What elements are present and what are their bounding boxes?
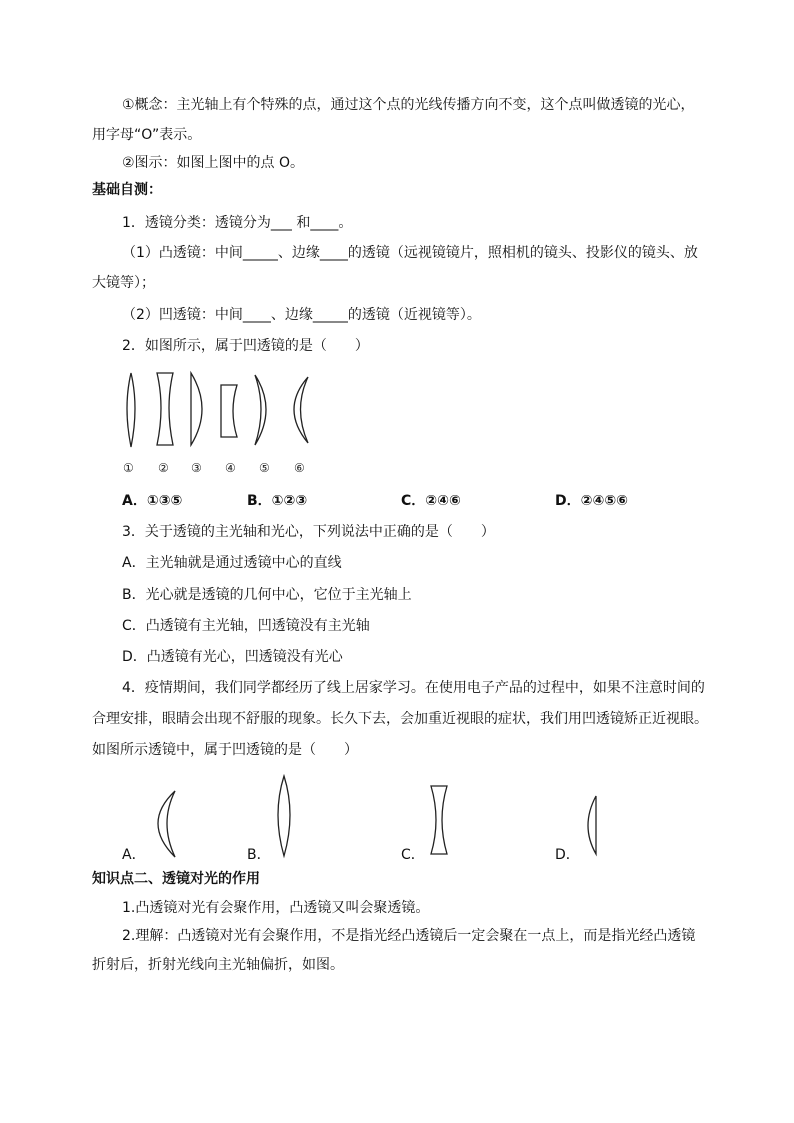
q4-lens-c bbox=[425, 782, 455, 862]
lens-label-6: ⑥ bbox=[294, 461, 305, 475]
lens-label-2: ② bbox=[158, 461, 169, 475]
q4-option-a[interactable]: A． bbox=[122, 847, 146, 863]
q1-line-2: （1）凸透镜：中间_____、边缘____的透镜（远视镜镜片，照相机的镜头、投影仪的镜头、放 bbox=[122, 245, 698, 261]
q4-lens-a bbox=[145, 785, 185, 865]
q2-stem: 2．如图所示，属于凹透镜的是（ ） bbox=[122, 338, 369, 354]
q2-option-a[interactable]: A．①③⑤ bbox=[122, 493, 183, 509]
q3-stem: 3．关于透镜的主光轴和光心，下列说法中正确的是（ ） bbox=[122, 524, 495, 540]
q3-option-d[interactable]: D．凸透镜有光心，凹透镜没有光心 bbox=[122, 649, 343, 665]
q4-option-c[interactable]: C． bbox=[401, 847, 425, 863]
q3-option-c[interactable]: C．凸透镜有主光轴，凹透镜没有主光轴 bbox=[122, 618, 370, 634]
q4-lens-b bbox=[270, 772, 300, 862]
concept-line-2: 用字母“O”表示。 bbox=[92, 127, 202, 143]
lens-4-planoconcave bbox=[221, 385, 237, 437]
lens-5-meniscus-convex bbox=[255, 375, 266, 445]
concept-line-1: ①概念：主光轴上有个特殊的点，通过这个点的光线传播方向不变，这个点叫做透镜的光心， bbox=[122, 97, 695, 113]
section2-line-2: 2.理解：凸透镜对光有会聚作用，不是指光经凸透镜后一定会聚在一点上，而是指光经凸透镜 bbox=[122, 928, 696, 944]
q1-line-1: 1．透镜分类：透镜分为___ 和____。 bbox=[122, 215, 353, 231]
q4-option-b[interactable]: B． bbox=[247, 847, 271, 863]
q2-option-d[interactable]: D．②④⑤⑥ bbox=[555, 493, 629, 509]
self-test-heading: 基础自测： bbox=[92, 182, 162, 198]
lens-1-biconvex bbox=[127, 373, 135, 447]
q1-line-3: 大镜等）； bbox=[92, 275, 155, 291]
q2-option-c[interactable]: C．②④⑥ bbox=[401, 493, 461, 509]
q4-line-3: 如图所示透镜中，属于凹透镜的是（ ） bbox=[92, 742, 358, 758]
q4-lens-d bbox=[580, 792, 610, 862]
lens-3-planoconvex bbox=[191, 373, 202, 445]
q4-lens-d-planoconvex bbox=[588, 796, 596, 854]
diagram-line: ②图示：如图上图中的点 O。 bbox=[122, 155, 305, 171]
q4-line-2: 合理安排，眼睛会出现不舒服的现象。长久下去，会加重近视眼的症状，我们用凹透镜矫正近视眼。 bbox=[92, 711, 708, 727]
lens-6-meniscus-concave bbox=[294, 377, 308, 443]
q3-option-b[interactable]: B．光心就是透镜的几何中心，它位于主光轴上 bbox=[122, 587, 412, 603]
q1-line-4: （2）凹透镜：中间____、边缘_____的透镜（近视镜等）。 bbox=[122, 307, 481, 323]
q4-option-d[interactable]: D． bbox=[555, 847, 580, 863]
section2-heading: 知识点二、透镜对光的作用 bbox=[92, 871, 260, 887]
lens-label-1: ① bbox=[123, 461, 134, 475]
lens-label-5: ⑤ bbox=[259, 461, 270, 475]
lens-2-biconcave bbox=[157, 373, 173, 445]
q4-lens-b-biconvex bbox=[278, 776, 290, 856]
q4-line-1: 4．疫情期间，我们同学都经历了线上居家学习。在使用电子产品的过程中，如果不注意时间的 bbox=[122, 680, 705, 696]
q4-lens-c-biconcave bbox=[431, 786, 447, 854]
q3-option-a[interactable]: A．主光轴就是通过透镜中心的直线 bbox=[122, 555, 342, 571]
q2-lens-figure bbox=[115, 365, 325, 455]
section2-line-1: 1.凸透镜对光有会聚作用，凸透镜又叫会聚透镜。 bbox=[122, 900, 430, 916]
q4-lens-a-meniscus bbox=[158, 791, 175, 857]
lens-label-3: ③ bbox=[191, 461, 202, 475]
q2-option-b[interactable]: B．①②③ bbox=[247, 493, 308, 509]
section2-line-3: 折射后，折射光线向主光轴偏折，如图。 bbox=[92, 957, 344, 973]
lens-label-4: ④ bbox=[225, 461, 236, 475]
